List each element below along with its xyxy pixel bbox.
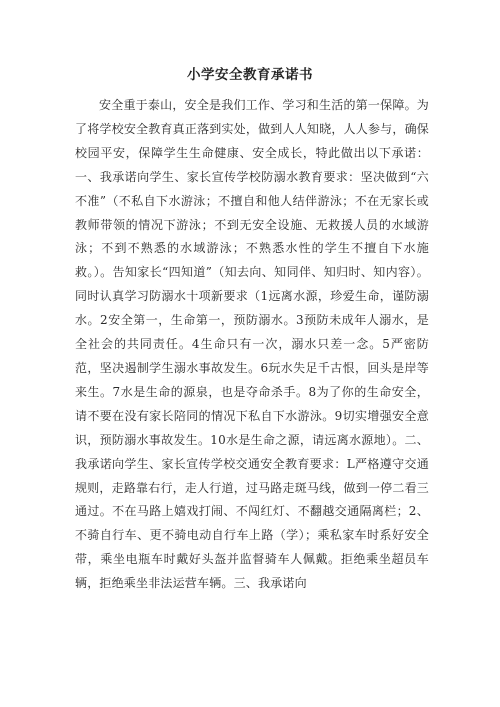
document-body-paragraph: 安全重于泰山，安全是我们工作、学习和生活的第一保障。为了将学校安全教育真正落到实处，做到人人知晓，人人参与，确保校园平安，保障学生生命健康、安全成长，特此做出以下承诺：一、我承诺向学生、家长宣传学校防溺水教育要求：坚决做到“六不准”（不私自下水游泳；不擅自和他人结伴游泳；不在无家长或教师带领的情况下游泳；不到无安全设施、无救援人员的水域游泳；不到不熟悉的水域游泳；不熟悉水性的学生不擅自下水施救。）。告知家长“四知道”（知去向、知同伴、知归时、知内容）。同时认真学习防溺水十项新要求（1远离水源，珍爱生命，谨防溺水。2安全第一，生命第一，预防溺水。3预防未成年人溺水，是全社会的共同责任。4生命只有一次，溺水只差一念。5严密防范，坚决遏制学生溺水事故发生。6玩水失足千古恨，回头是岸等来生。7水是生命的源泉，也是夺命杀手。8为了你的生命安全，请不要在没有家长陪同的情况下私自下水游泳。9切实增强安全意识，预防溺水事故发生。10水是生命之源，请远离水源地）。二、我承诺向学生、家长宣传学校交通安全教育要求：L严格遵守交通规则，走路靠右行，走人行道，过马路走斑马线，做到一停二看三通过。不在马路上嬉戏打闹、不闯红灯、不翻越交通隔离栏；2、不骑自行车、更不骑电动自行车上路（学）；乘私家车时系好安全带，乘坐电瓶车时戴好头盔并监督骑车人佩戴。拒绝乘坐超员车辆，拒绝乘坐非法运营车辆。三、我承诺向 <box>75 98 429 591</box>
document-title: 小学安全教育承诺书 <box>187 67 313 83</box>
